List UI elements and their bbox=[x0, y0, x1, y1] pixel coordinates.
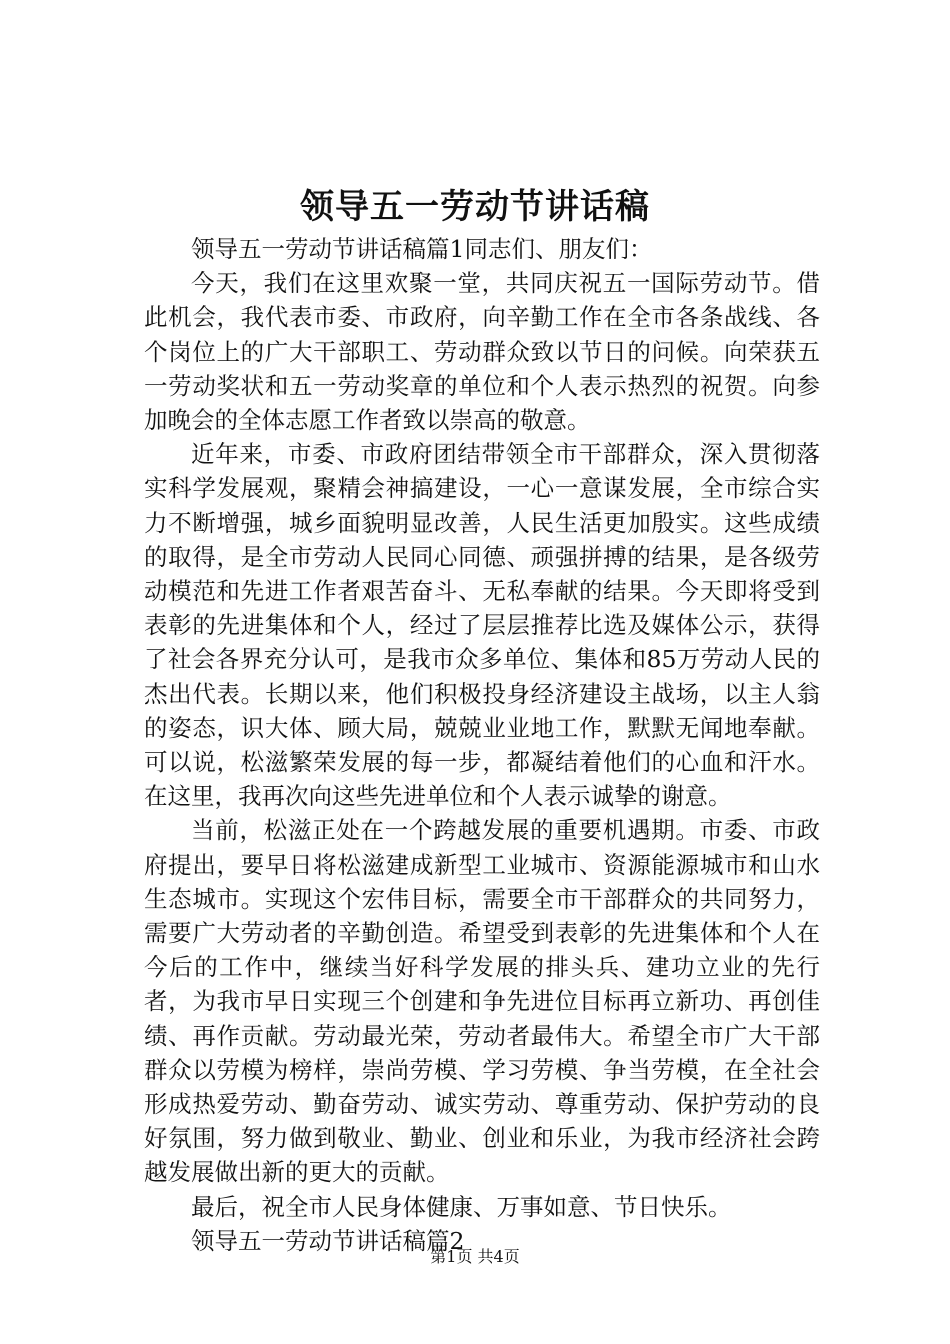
page-number-footer: 第1页 共4页 bbox=[430, 1247, 520, 1266]
document-body bbox=[144, 232, 820, 1258]
paragraph-goals: 当前，松滋正处在一个跨越发展的重要机遇期。市委、市政府提出，要早日将松滋建成新型工业城市、资源能源城市和山水生态城市。实现这个宏伟目标，需要全市干部群众的共同努力，需要广大劳动者的辛勤创造。希望受到表彰的先进集体和个人在今后的工作中，继续当好科学发展的排头兵、建功立业的先行者，为我市早日实现三个创建和争先进位目标再立新功、再创佳绩、再作贡献。劳动最光荣，劳动者最伟大。希望全市广大干部群众以劳模为榜样，崇尚劳模、学习劳模、争当劳模，在全社会形成热爱劳动、勤奋劳动、诚实劳动、尊重劳动、保护劳动的良好氛围，努力做到敬业、勤业、创业和乐业，为我市经济社会跨越发展做出新的更大的贡献。 bbox=[144, 816, 820, 1187]
document-title: 领导五一劳动节讲话稿 bbox=[300, 187, 650, 227]
paragraph-closing: 最后，祝全市人民身体健康、万事如意、节日快乐。 bbox=[191, 1192, 732, 1221]
paragraph-greeting: 今天，我们在这里欢聚一堂，共同庆祝五一国际劳动节。借此机会，我代表市委、市政府，向辛勤工作在全市各条战线、各个岗位上的广大干部职工、劳动群众致以节日的问候。向荣获五一劳动奖状和五一劳动奖章的单位和个人表示热烈的祝贺。向参加晚会的全体志愿工作者致以崇高的敬意。 bbox=[144, 269, 820, 435]
paragraph-intro: 领导五一劳动节讲话稿篇1同志们、朋友们： bbox=[191, 235, 653, 263]
paragraph-achievements: 近年来，市委、市政府团结带领全市干部群众，深入贯彻落实科学发展观，聚精会神搞建设，一心一意谋发展，全市综合实力不断增强，城乡面貌明显改善，人民生活更加殷实。这些成绩的取得，是全市劳动人民同心同德、顽强拼搏的结果，是各级劳动模范和先进工作者艰苦奋斗、无私奉献的结果。今天即将受到表彰的先进集体和个人，经过了层层推荐比选及媒体公示，获得了社会各界充分认可，是我市众多单位、集体和85万劳动人民的杰出代表。长期以来，他们积极投身经济建设主战场，以主人翁的姿态，识大体、顾大局，兢兢业业地工作，默默无闻地奉献。可以说，松滋繁荣发展的每一步，都凝结着他们的心血和汗水。在这里，我再次向这些先进单位和个人表示诚挚的谢意。 bbox=[144, 440, 820, 811]
paragraph-next-section: 领导五一劳动节讲话稿篇2 bbox=[191, 1226, 465, 1255]
